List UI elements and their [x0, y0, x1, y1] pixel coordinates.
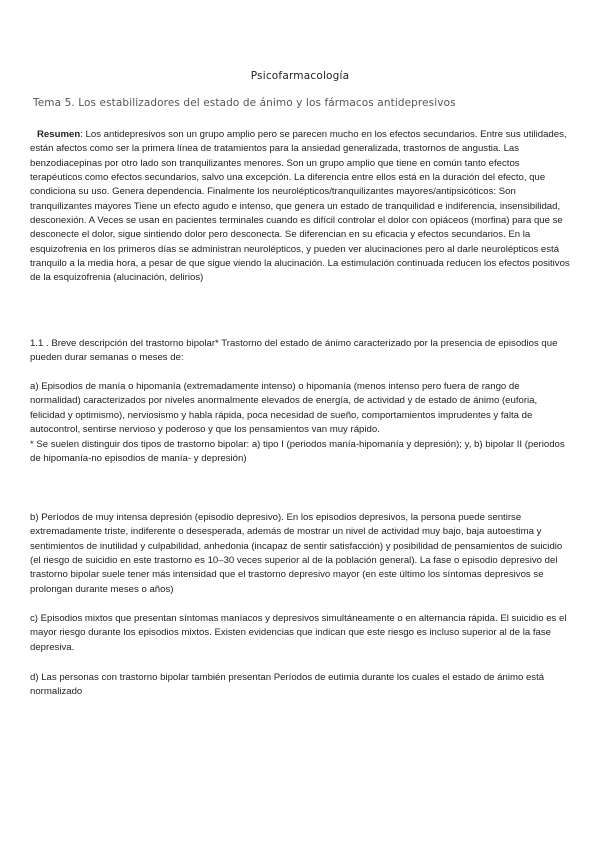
document-title: Psicofarmacología: [250, 70, 350, 82]
bipolar-types-note: * Se suelen distinguir dos tipos de trastorno bipolar: a) tipo I (periodos manía-hipomanía y depresión); y, b) bipolar II (periodos de hipomanía-no episodios de manía- y depresión): [30, 439, 565, 465]
summary-text: : Los antidepresivos son un grupo amplio pero se parecen mucho en los efectos secundarios. Entre sus utilidades, están afectos como ser la primera línea de tratamientos para la ansiedad generalizada, trastornos de angustia. Las benzodiacepinas por otro lado son tranquilizantes menores. Son un grupo amplio que tiene en común tanto efectos terapéuticos como efectos secundarios, salvo una excepción. La diferencia entre ellos está en la duración del efecto, que condiciona su uso. Genera dependencia. Finalmente los neurolépticos/tranquilizantes mayores/antipsicóticos: Son tranquilizantes mayores Tiene un efecto agudo e intenso, que genera un estado de tranquilidad e indiferencia, insensibilidad, desconexión. A Veces se usan en pacientes terminales cuando es difícil controlar el dolor con opiáceos (morfina) para que se desconecte el dolor, sigue sintiendo dolor pero desconecta. Se diferencian en su eficacia y efectos secundarios. En la esquizofrenia en los primeros días se administran neurolépticos, y pueden ver alucinaciones pero al darle neurolépticos está tranquilo a la media hora, a pesar de que sigue viendo la alucinación. La estimulación continuada reducen los efectos positivos de la esquizofrenia (alucinación, delirios): [30, 129, 570, 284]
depression-paragraph: b) Períodos de muy intensa depresión (episodio depresivo). En los episodios depresivos, la persona puede sentirse extremadamente triste, indiferente o desesperada, además de mostrar un nivel de actividad muy bajo, baja autoestima y sentimientos de inutilidad y culpabilidad, anhedonia (incapaz de sentir satisfacción) y posibilidad de pensamientos de suicidio (el riesgo de suicidio en este trastorno es 10–30 veces superior al de la población general). La fase o episodio depresivo del trastorno bipolar suele tener más intensidad que el trastorno depresivo mayor (en este último los síntomas depresivos se prolongan durante meses o años): [30, 512, 563, 595]
section-intro-paragraph: 1.1 . Breve descripción del trastorno bipolar* Trastorno del estado de ánimo caracterizado por la presencia de episodios que pueden durar semanas o meses de:: [30, 338, 558, 364]
summary-paragraph: [30, 128, 572, 286]
euthymia-paragraph: d) Las personas con trastorno bipolar también presentan Períodos de eutimia durante los cuales el estado de ánimo está normalizado: [30, 672, 545, 698]
mania-paragraph: a) Episodios de manía o hipomanía (extremadamente intenso) o hipomanía (menos intenso pero fuera de rango de normalidad) caracterizados por niveles anormalmente elevados de energía, de actividad y de estado de ánimo (euforia, felicidad y optimismo), nerviosismo y habla rápida, poca necesidad de sueño, comportamientos imprudentes y falta de autocontrol, sentirse nervioso y poderoso y que los pensamientos van muy rápido.: [30, 381, 538, 436]
summary-label: Resumen: [37, 129, 81, 140]
mixed-episodes-paragraph: c) Episodios mixtos que presentan síntomas maníacos y depresivos simultáneamente o en alternancia rápida. El suicidio es el mayor riesgo durante los episodios mixtos. Existen evidencias que indican que este riesgo es incluso superior al de la fase depresiva.: [30, 613, 567, 653]
document-subtitle: Tema 5. Los estabilizadores del estado de ánimo y los fármacos antidepresivos: [33, 97, 456, 109]
